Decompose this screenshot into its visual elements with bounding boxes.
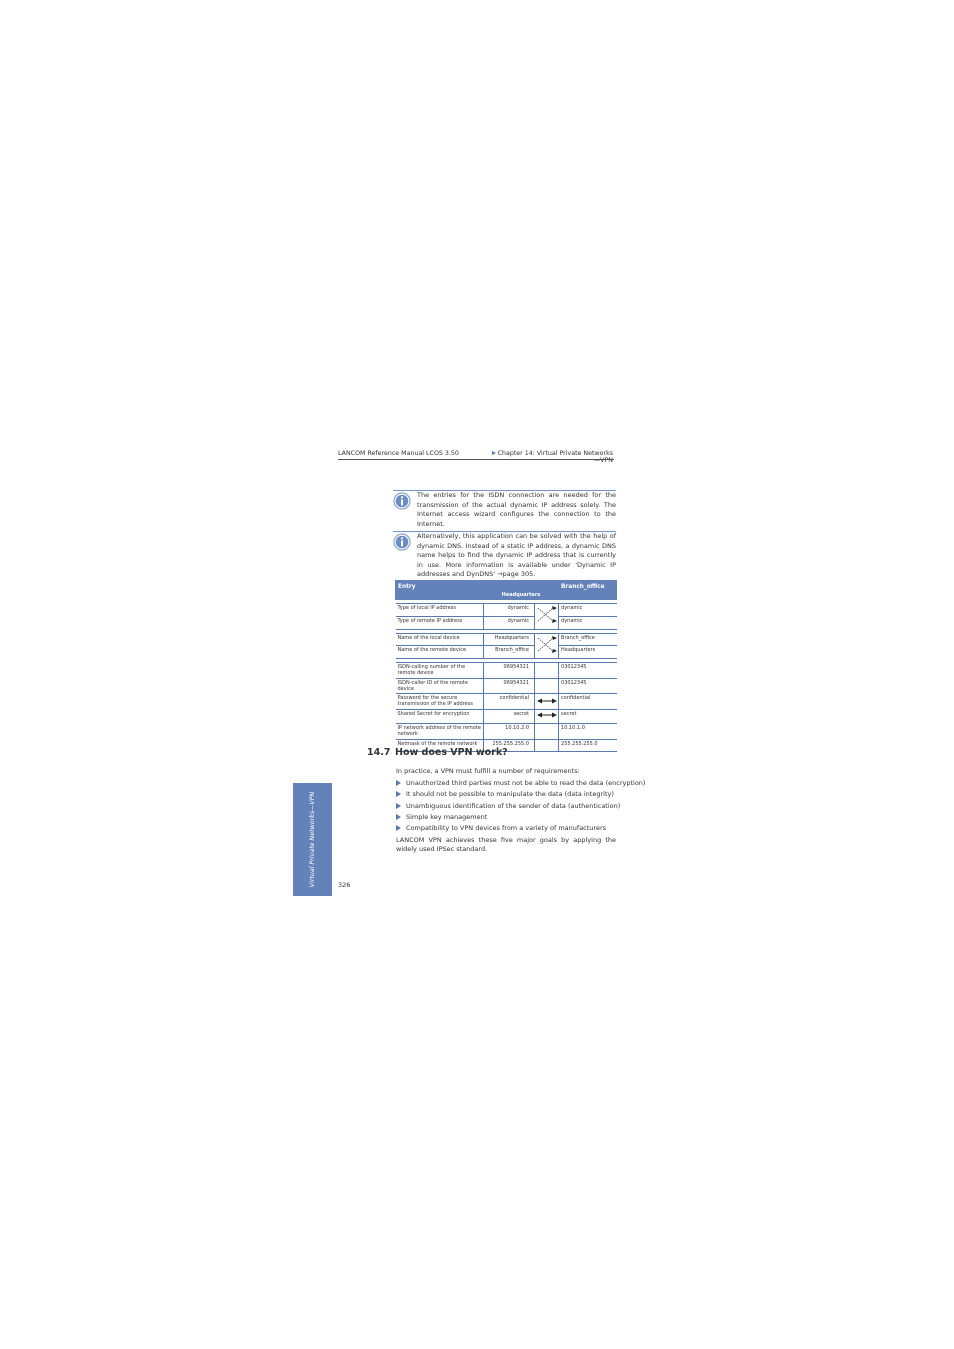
entry-cell: Name of the remote device xyxy=(396,646,484,659)
info-note-1 xyxy=(393,490,616,528)
branch-office-cell: confidential xyxy=(559,694,617,710)
table-row xyxy=(396,723,617,739)
table-row xyxy=(396,646,617,659)
branch-office-cell: 03012345 xyxy=(559,663,617,679)
column-header-entry: Entry xyxy=(396,581,484,600)
list-item xyxy=(396,779,646,790)
list-item-text: Unauthorized third parties must not be able to read the data (encryption) xyxy=(406,779,646,787)
relation-cell xyxy=(535,694,559,710)
headquarters-cell: 255.255.255.0 xyxy=(484,739,535,751)
entry-cell: IP network address of the remote network xyxy=(396,723,484,739)
header-rule xyxy=(338,459,614,460)
relation-cell xyxy=(535,723,559,739)
headquarters-cell: Headquarters xyxy=(484,633,535,646)
closing-paragraph: LANCOM VPN achieves these five major goals by applying the widely used IPSec standard. xyxy=(396,836,616,853)
triangle-bullet-icon xyxy=(396,791,401,797)
branch-office-cell: 10.10.1.0 xyxy=(559,723,617,739)
triangle-bullet-icon xyxy=(396,814,401,820)
headquarters-cell: dynamic xyxy=(484,604,535,617)
entry-cell: Type of remote IP address xyxy=(396,616,484,629)
double-arrow-icon xyxy=(535,695,559,707)
entry-cell: Type of local IP address xyxy=(396,604,484,617)
branch-office-cell: Branch_office xyxy=(559,633,617,646)
table-row xyxy=(396,663,617,679)
entry-cell: ISDN-calling number of the remote device xyxy=(396,663,484,679)
list-item-text: It should not be possible to manipulate the data (data integrity) xyxy=(406,790,614,799)
list-item xyxy=(396,801,621,813)
double-arrow-icon xyxy=(535,710,559,720)
headquarters-cell: confidential xyxy=(484,694,535,710)
triangle-bullet-icon xyxy=(492,451,496,455)
column-header-headquarters: Headquarters xyxy=(484,581,559,600)
running-header-left: LANCOM Reference Manual LCOS 3.50 xyxy=(338,450,459,457)
side-tab-label: Virtual Private Networks—VPN xyxy=(308,791,316,888)
relation-cell xyxy=(535,604,559,630)
branch-office-cell: dynamic xyxy=(559,604,617,617)
triangle-bullet-icon xyxy=(396,803,401,809)
branch-office-cell: Headquarters xyxy=(559,646,617,659)
entry-cell: Shared Secret for encryption xyxy=(396,710,484,724)
note-text: The entries for the ISDN connection are needed for the transmission of the actual dynamic IP address solely. The Internet access wizard configures the connection to the Internet. xyxy=(417,491,616,528)
headquarters-cell: dynamic xyxy=(484,616,535,629)
list-item xyxy=(396,790,618,801)
chapter-side-tab xyxy=(293,783,332,896)
triangle-bullet-icon xyxy=(396,780,401,786)
table-row xyxy=(396,679,617,694)
headquarters-cell: 06954321 xyxy=(484,663,535,679)
configuration-table xyxy=(395,580,617,752)
headquarters-cell: 10.10.2.0 xyxy=(484,723,535,739)
headquarters-cell: Branch_office xyxy=(484,646,535,659)
list-item-text: Unambiguous identification of the sender of data (authentication) xyxy=(406,801,621,810)
relation-cell xyxy=(535,739,559,751)
relation-cell xyxy=(535,663,559,679)
headquarters-cell: secret xyxy=(484,710,535,724)
info-note-2 xyxy=(393,531,616,578)
entry-cell: ISDN-caller ID of the remote device xyxy=(396,679,484,694)
table-row xyxy=(396,604,617,617)
section-title: How does VPN work? xyxy=(395,747,508,758)
list-item-text: Compatibility to VPN devices from a variety of manufacturers xyxy=(406,824,607,833)
list-item-text: Simple key management xyxy=(406,812,488,821)
cross-arrow-icon xyxy=(535,634,559,656)
cross-arrow-icon xyxy=(535,604,559,626)
running-header-right-text: Chapter 14: Virtual Private Networks—VPN xyxy=(497,450,613,464)
relation-cell xyxy=(535,710,559,724)
triangle-bullet-icon xyxy=(396,825,401,831)
list-item xyxy=(396,813,618,824)
requirements-list xyxy=(396,779,646,835)
section-number: 14.7 xyxy=(367,747,391,758)
table-row xyxy=(396,616,617,629)
branch-office-cell: secret xyxy=(559,710,617,724)
section-heading xyxy=(367,747,508,758)
page-number: 326 xyxy=(338,881,351,889)
info-icon xyxy=(393,492,411,510)
list-item xyxy=(396,824,618,835)
running-header-right xyxy=(488,450,613,464)
column-header-branch-office: Branch_office xyxy=(559,581,617,600)
entry-cell: Password for the secure transmission of the IP address xyxy=(396,694,484,710)
branch-office-cell: dynamic xyxy=(559,616,617,629)
entry-cell: Name of the local device xyxy=(396,633,484,646)
relation-cell xyxy=(535,633,559,659)
branch-office-cell: 255.255.255.0 xyxy=(559,739,617,751)
intro-paragraph: In practice, a VPN must fulfill a number of requirements: xyxy=(396,767,580,775)
table-row xyxy=(396,710,617,724)
info-icon xyxy=(393,533,411,551)
table-row xyxy=(396,633,617,646)
entry-cell: Netmask of the remote network xyxy=(396,739,484,751)
headquarters-cell: 06954321 xyxy=(484,679,535,694)
relation-cell xyxy=(535,679,559,694)
branch-office-cell: 03012345 xyxy=(559,679,617,694)
table-row xyxy=(396,694,617,710)
note-text: Alternatively, this application can be solved with the help of dynamic DNS. Instead of a static IP address, a dynamic DNS name helps to find the dynamic IP address that is currently in use. More information is available under 'Dynamic IP addresses and DynDNS' →page 305. xyxy=(417,532,616,578)
